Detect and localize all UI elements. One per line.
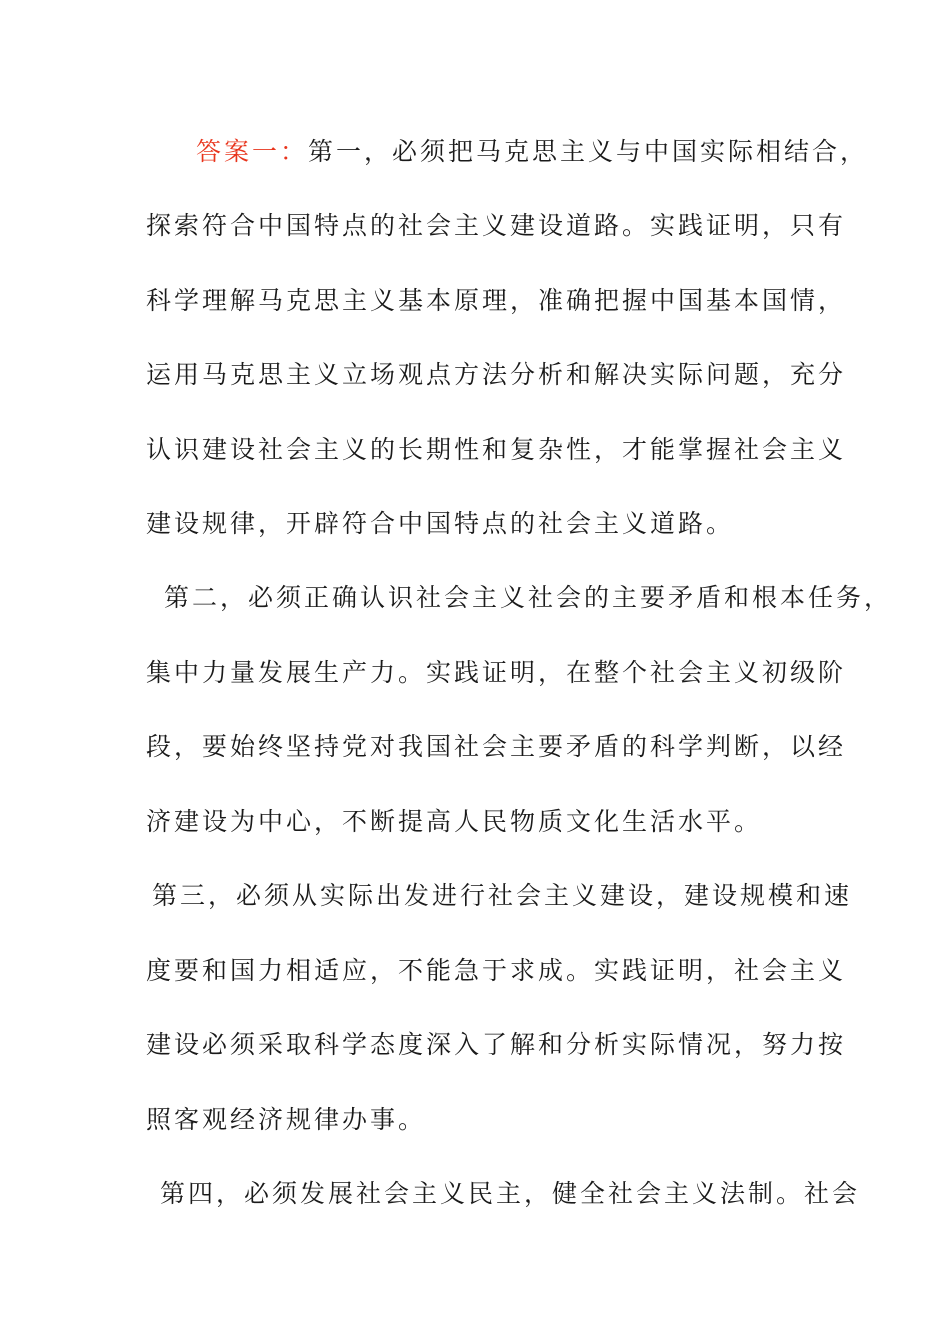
answer-label: 答案一： xyxy=(196,137,309,166)
paragraph-2-line-4: 济建设为中心，不断提高人民物质文化生活水平。 xyxy=(146,807,763,836)
paragraph-3-line-3: 建设必须采取科学态度深入了解和分析实际情况，努力按 xyxy=(146,1030,847,1059)
paragraph-2-line-3: 段，要始终坚持党对我国社会主要矛盾的科学判断，以经 xyxy=(146,732,847,761)
paragraph-4-line-1: 第四，必须发展社会主义民主，健全社会主义法制。社会 xyxy=(160,1179,861,1208)
paragraph-1-line-3: 科学理解马克思主义基本原理，准确把握中国基本国情， xyxy=(146,286,847,315)
paragraph-2-line-2: 集中力量发展生产力。实践证明，在整个社会主义初级阶 xyxy=(146,658,847,687)
paragraph-1-line-2: 探索符合中国特点的社会主义建设道路。实践证明，只有 xyxy=(146,211,847,240)
paragraph-2-line-1: 第二，必须正确认识社会主义社会的主要矛盾和根本任务， xyxy=(164,583,893,612)
paragraph-3-line-1: 第三，必须从实际出发进行社会主义建设，建设规模和速 xyxy=(152,881,853,910)
paragraph-1-line-5: 认识建设社会主义的长期性和复杂性，才能掌握社会主义 xyxy=(146,435,847,464)
paragraph-3-line-2: 度要和国力相适应，不能急于求成。实践证明，社会主义 xyxy=(146,956,847,985)
paragraph-3-line-4: 照客观经济规律办事。 xyxy=(146,1105,427,1134)
paragraph-1-line-4: 运用马克思主义立场观点方法分析和解决实际问题，充分 xyxy=(146,360,847,389)
paragraph-1-line-6: 建设规律，开辟符合中国特点的社会主义道路。 xyxy=(146,509,735,538)
paragraph-1-text: 第一，必须把马克思主义与中国实际相结合， xyxy=(308,137,869,166)
paragraph-1-line-1 xyxy=(196,136,868,168)
